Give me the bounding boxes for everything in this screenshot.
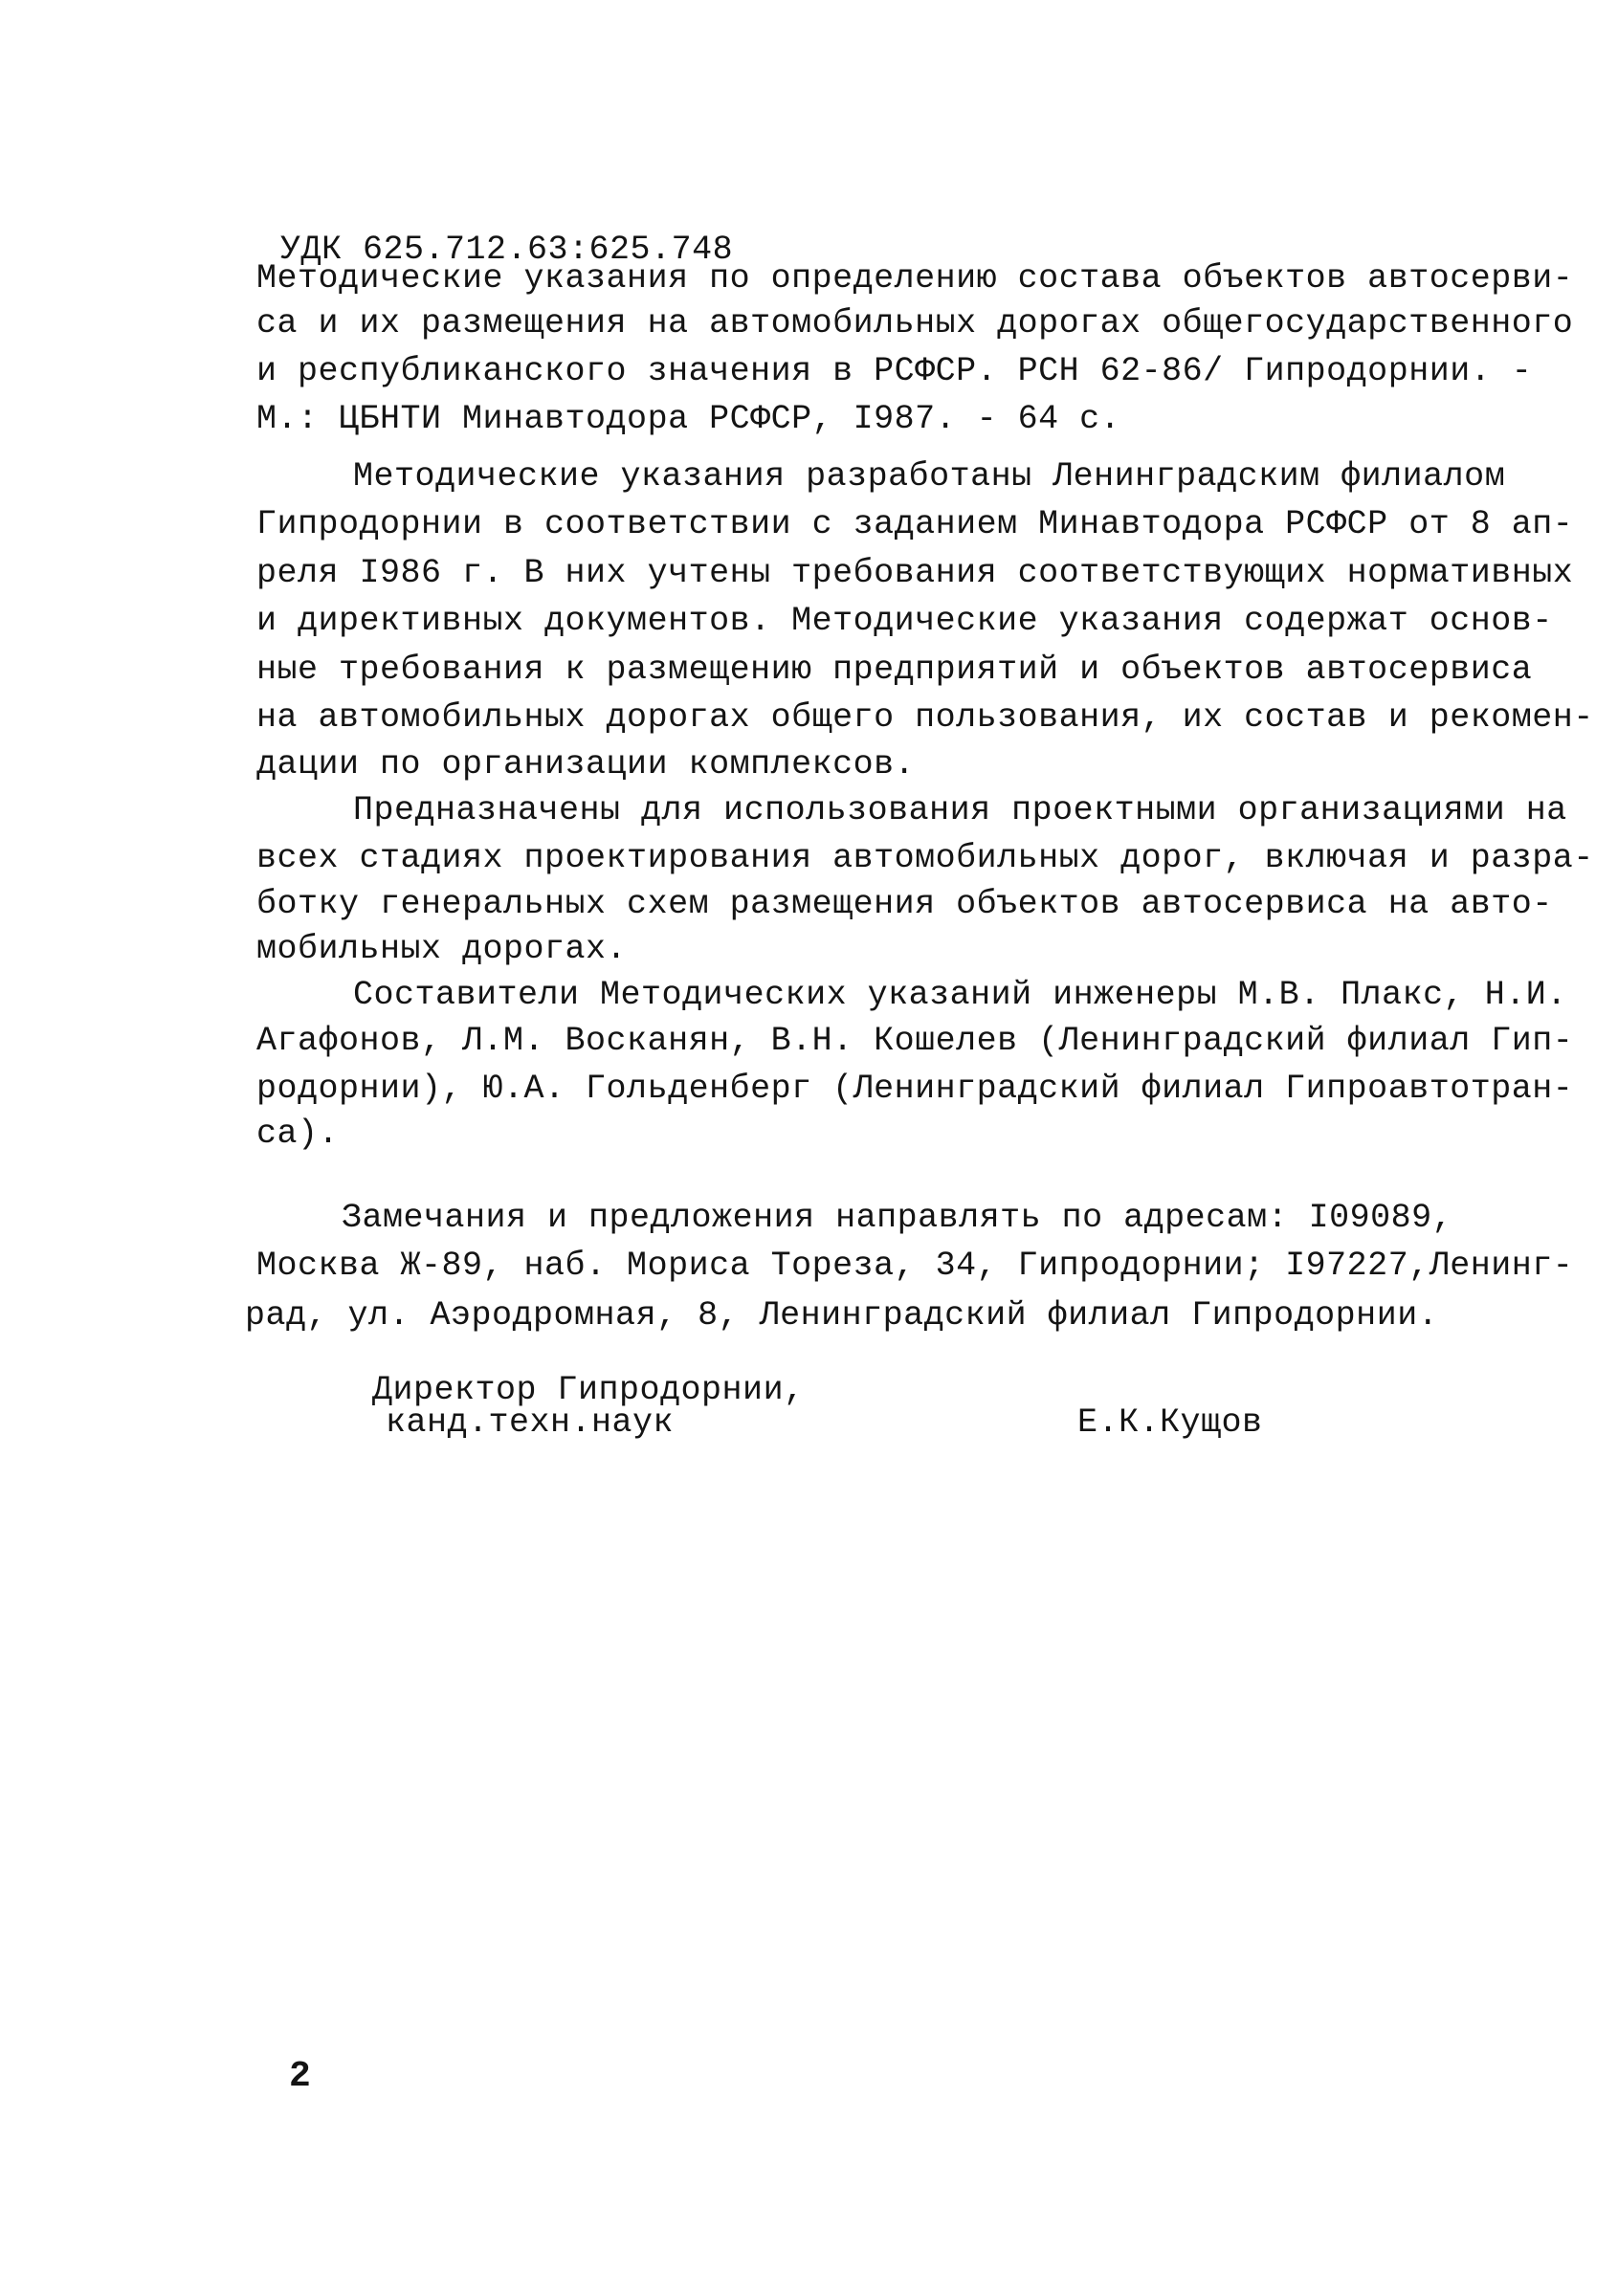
page-number: 2	[289, 2056, 312, 2097]
udc-code: УДК 625.712.63:625.748	[280, 231, 734, 269]
feedback-line: Замечания и предложения направлять по адресам: I09089,	[342, 1199, 1453, 1237]
abstract-line: и директивных документов. Методические указания содержат основ-	[256, 602, 1553, 640]
bibliography-line: и республиканского значения в РСФСР. РСН 62-86/ Гипродорнии. -	[256, 352, 1533, 390]
bibliography-line: са и их размещения на автомобильных дорогах общегосударственного	[256, 304, 1574, 342]
purpose-line: ботку генеральных схем размещения объектов автосервиса на авто-	[256, 885, 1553, 923]
authors-line: са).	[256, 1115, 340, 1153]
feedback-line: Москва Ж-89, наб. Мориса Тореза, 34, Гипродорнии; I97227,Ленинг-	[256, 1247, 1574, 1285]
purpose-line: Предназначены для использования проектными организациями на	[353, 791, 1567, 829]
abstract-line: Гипродорнии в соответствии с заданием Минавтодора РСФСР от 8 ап-	[256, 505, 1574, 543]
authors-line: Составители Методических указаний инженеры М.В. Плакс, Н.И.	[353, 976, 1567, 1014]
bibliography-line: Методические указания по определению состава объектов автосерви-	[256, 259, 1574, 298]
bibliography-line: М.: ЦБНТИ Минавтодора РСФСР, I987. - 64 с.	[256, 400, 1121, 438]
signatory-degree: канд.техн.наук	[386, 1403, 675, 1442]
authors-line: родорнии), Ю.А. Гольденберг (Ленинградский филиал Гипроавтотран-	[256, 1070, 1574, 1108]
abstract-line: Методические указания разработаны Ленинградским филиалом	[353, 457, 1506, 496]
abstract-line: дации по организации комплексов.	[256, 745, 916, 784]
authors-line: Агафонов, Л.М. Восканян, В.Н. Кошелев (Ленинградский филиал Гип-	[256, 1022, 1574, 1060]
signatory-position: Директор Гипродорнии,	[372, 1371, 805, 1409]
abstract-line: реля I986 г. В них учтены требования соответствующих нормативных	[256, 554, 1574, 592]
feedback-line: рад, ул. Аэродромная, 8, Ленинградский филиал Гипродорнии.	[245, 1296, 1439, 1335]
abstract-line: на автомобильных дорогах общего пользования, их состав и рекомен-	[256, 698, 1594, 737]
purpose-line: всех стадиях проектирования автомобильных дорог, включая и разра-	[256, 839, 1594, 877]
purpose-line: мобильных дорогах.	[256, 930, 628, 968]
abstract-line: ные требования к размещению предприятий и объектов автосервиса	[256, 651, 1533, 689]
signatory-name: Е.К.Кущов	[1077, 1403, 1263, 1442]
